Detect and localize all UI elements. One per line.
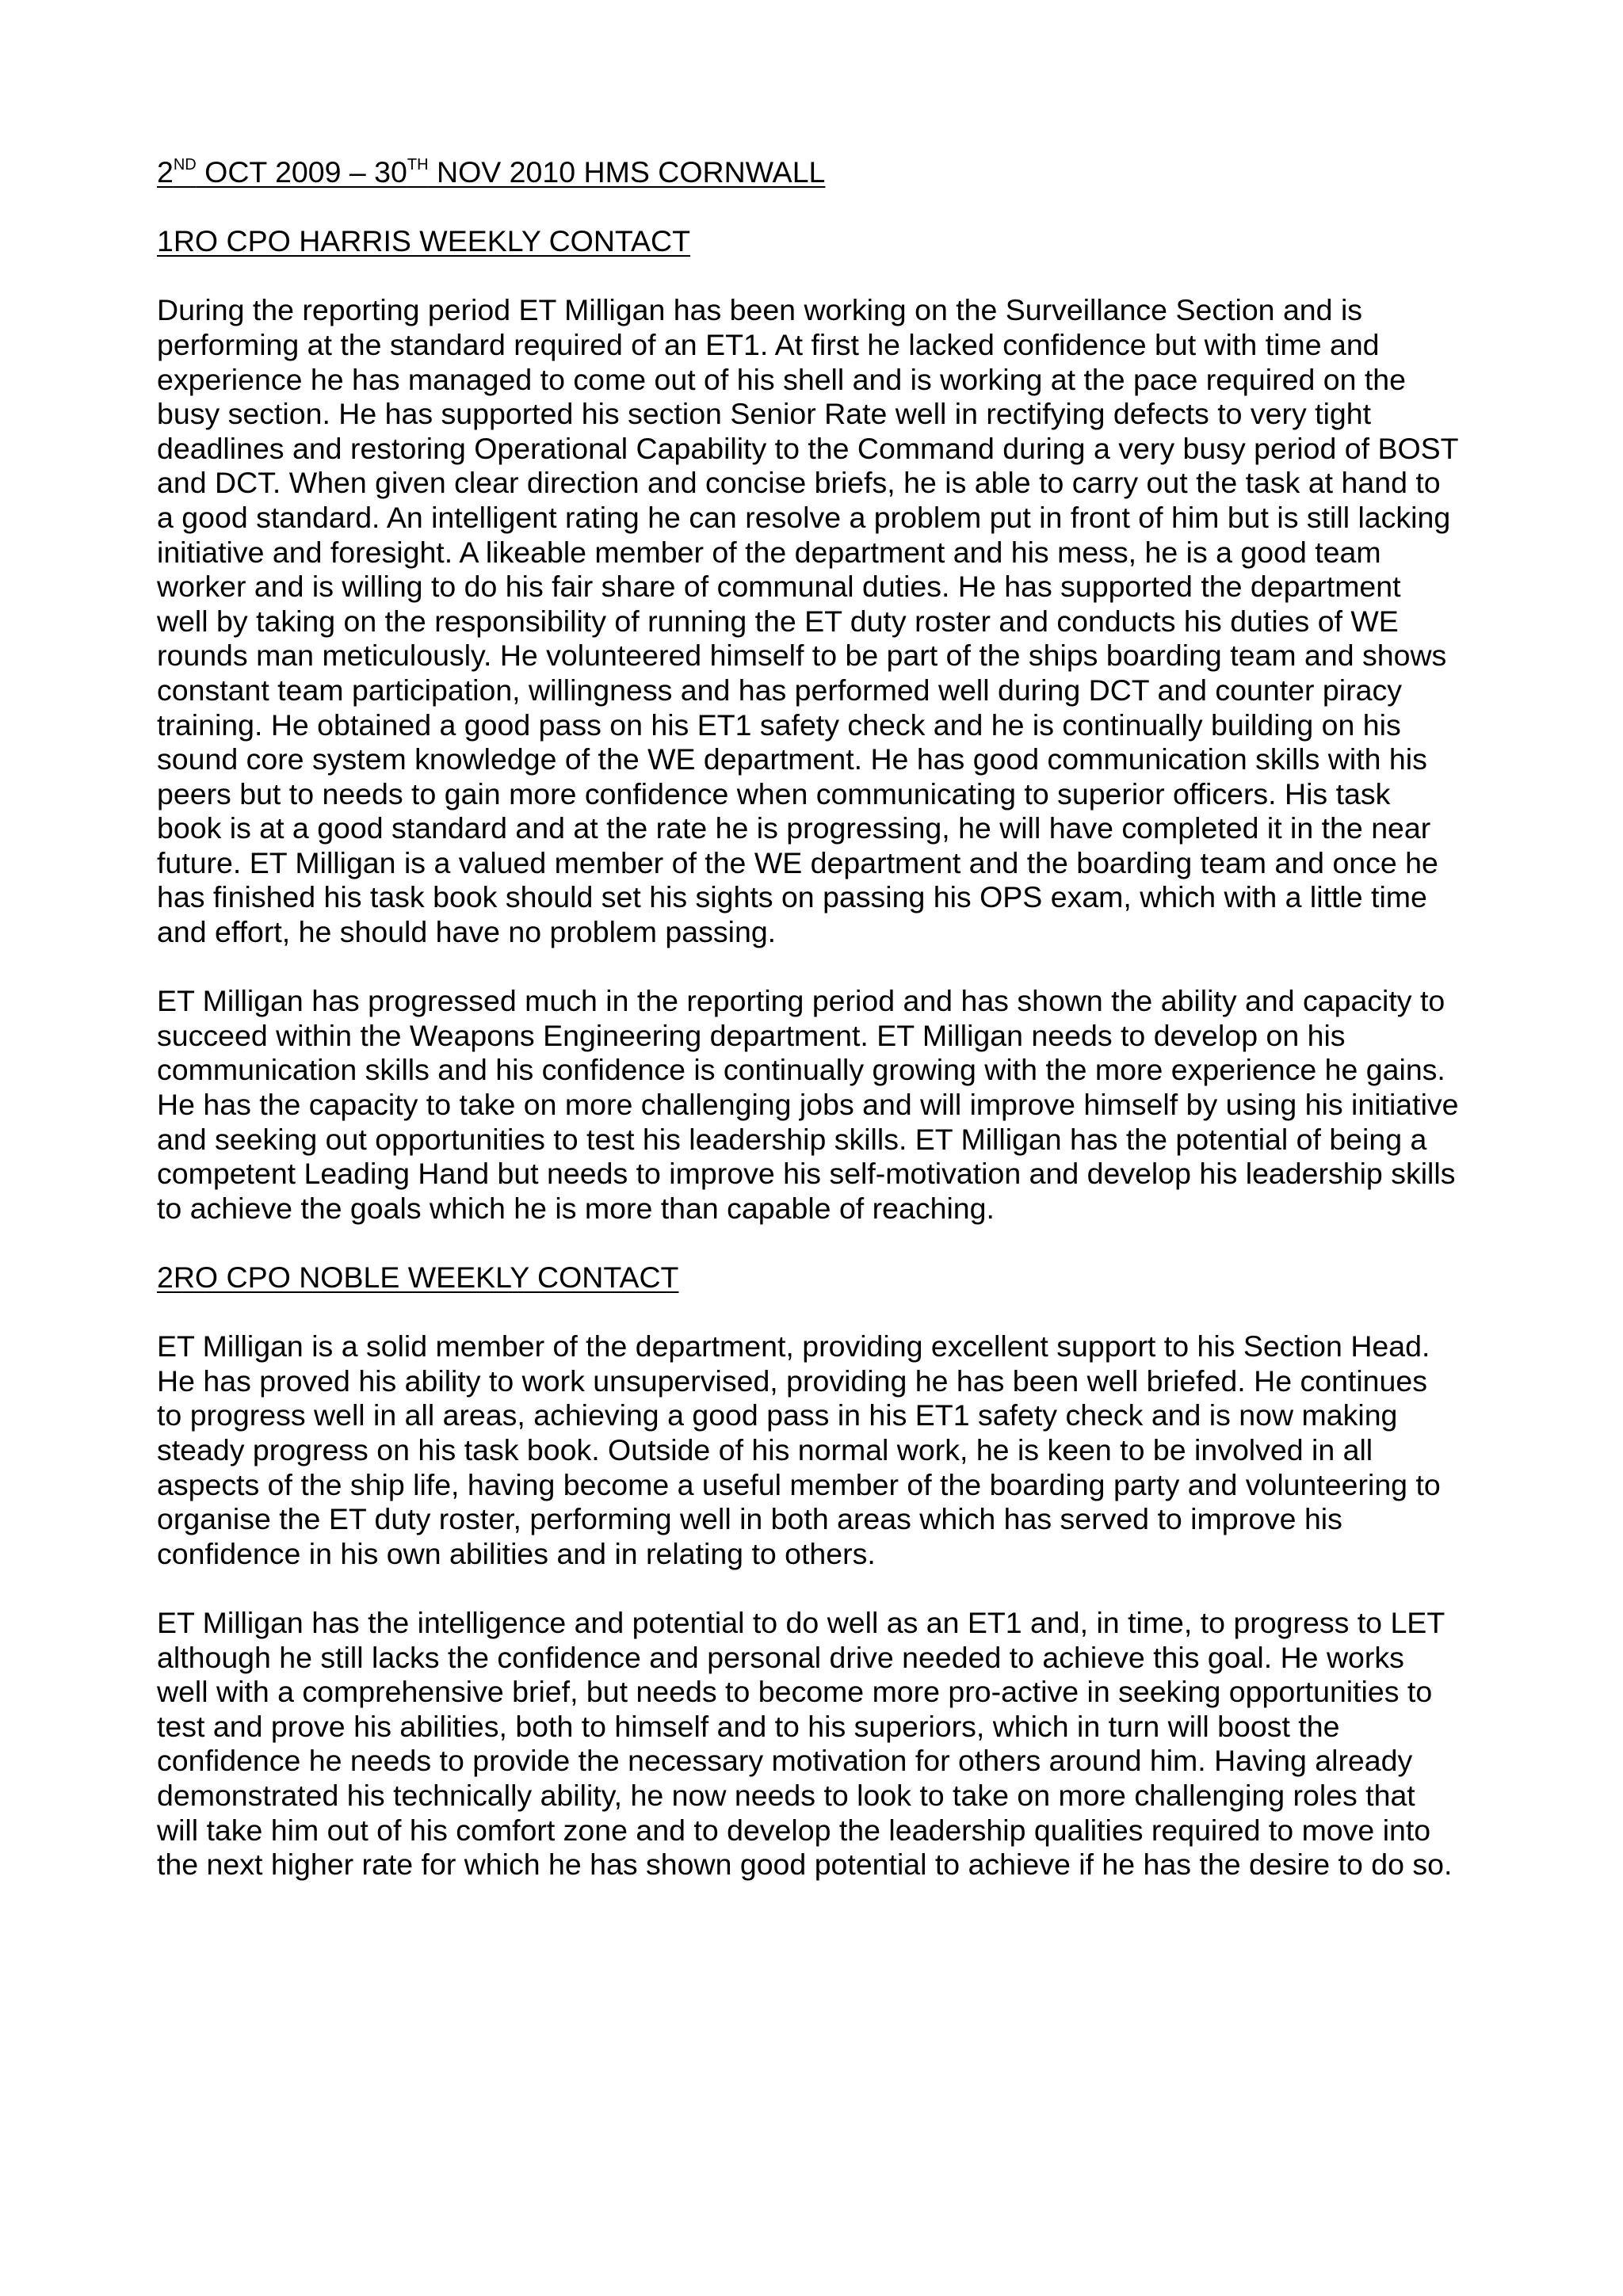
paragraph-line: demonstrated his technically ability, he now needs to look to take on more challenging roles that bbox=[157, 1778, 1415, 1812]
paragraph-line: ET Milligan is a solid member of the department, providing excellent support to his Section Head. bbox=[157, 1329, 1430, 1363]
spacer bbox=[157, 259, 1488, 294]
paragraph-line: confidence he needs to provide the necessary motivation for others around him. Having already bbox=[157, 1744, 1413, 1778]
paragraph-line: confidence in his own abilities and in relating to others. bbox=[157, 1536, 876, 1570]
document-date-heading bbox=[157, 155, 1488, 190]
paragraph-line: to achieve the goals which he is more than capable of reaching. bbox=[157, 1191, 995, 1225]
document-page bbox=[157, 155, 1488, 1882]
report-sections bbox=[157, 224, 1488, 1882]
paragraph-line: the next higher rate for which he has shown good potential to achieve if he has the desire to do so. bbox=[157, 1848, 1453, 1882]
section-heading: 2RO CPO NOBLE WEEKLY CONTACT bbox=[157, 1261, 679, 1294]
paragraph-line: to progress well in all areas, achieving a good pass in his ET1 safety check and is now making bbox=[157, 1398, 1398, 1432]
report-paragraph bbox=[157, 1329, 1488, 1571]
date-start-suffix: ND bbox=[173, 155, 197, 174]
date-end-suffix: TH bbox=[407, 155, 429, 174]
spacer bbox=[157, 1571, 1488, 1606]
paragraph-line: a good standard. An intelligent rating he can resolve a problem put in front of him but is still lacking bbox=[157, 500, 1451, 534]
paragraph-line: ET Milligan has the intelligence and potential to do well as an ET1 and, in time, to progress to LET bbox=[157, 1605, 1445, 1639]
paragraph-line: test and prove his abilities, both to himself and to his superiors, which in turn will boost the bbox=[157, 1709, 1340, 1743]
report-paragraph bbox=[157, 1606, 1488, 1882]
report-paragraph bbox=[157, 984, 1488, 1226]
paragraph-line: steady progress on his task book. Outside of his normal work, he is keen to be involved in all bbox=[157, 1432, 1373, 1466]
paragraph-line: rounds man meticulously. He volunteered himself to be part of the ships boarding team and shows bbox=[157, 639, 1447, 673]
paragraph-line: initiative and foresight. A likeable member of the department and his mess, he is a good team bbox=[157, 535, 1381, 569]
paragraph-line: performing at the standard required of an ET1. At first he lacked confidence but with time and bbox=[157, 327, 1380, 361]
paragraph-line: future. ET Milligan is a valued member of the WE department and the boarding team and once he bbox=[157, 845, 1438, 879]
paragraph-line: and DCT. When given clear direction and concise briefs, he is able to carry out the task at hand to bbox=[157, 466, 1441, 500]
paragraph-line: competent Leading Hand but needs to improve his self-motivation and develop his leadership skills bbox=[157, 1157, 1456, 1191]
paragraph-line: will take him out of his comfort zone and to develop the leadership qualities required to move into bbox=[157, 1813, 1431, 1847]
date-end-rest: NOV 2010 HMS CORNWALL bbox=[428, 155, 826, 189]
paragraph-line: training. He obtained a good pass on his ET1 safety check and he is continually building on his bbox=[157, 707, 1401, 742]
spacer bbox=[157, 950, 1488, 985]
date-middle: OCT 2009 – 30 bbox=[196, 155, 407, 189]
paragraph-line: has finished his task book should set his sights on passing his OPS exam, which with a little time bbox=[157, 880, 1427, 914]
paragraph-line: busy section. He has supported his section Senior Rate well in rectifying defects to very tight bbox=[157, 397, 1372, 431]
paragraph-line: During the reporting period ET Milligan has been working on the Surveillance Section and is bbox=[157, 293, 1363, 327]
paragraph-line: well with a comprehensive brief, but needs to become more pro-active in seeking opportunities to bbox=[157, 1675, 1433, 1709]
paragraph-line: and effort, he should have no problem passing. bbox=[157, 915, 777, 949]
paragraph-line: He has proved his ability to work unsupervised, providing he has been well briefed. He continues bbox=[157, 1363, 1427, 1398]
spacer bbox=[157, 190, 1488, 225]
paragraph-line: and seeking out opportunities to test his leadership skills. ET Milligan has the potential of being a bbox=[157, 1122, 1427, 1156]
paragraph-line: worker and is willing to do his fair share of communal duties. He has supported the department bbox=[157, 570, 1401, 604]
paragraph-line: organise the ET duty roster, performing well in both areas which has served to improve his bbox=[157, 1502, 1342, 1536]
spacer bbox=[157, 1295, 1488, 1330]
paragraph-line: aspects of the ship life, having become a useful member of the boarding party and volunteering to bbox=[157, 1467, 1441, 1501]
report-paragraph bbox=[157, 293, 1488, 949]
paragraph-line: well by taking on the responsibility of running the ET duty roster and conducts his duties of WE bbox=[157, 604, 1399, 638]
paragraph-line: sound core system knowledge of the WE department. He has good communication skills with his bbox=[157, 742, 1427, 776]
date-start-day: 2 bbox=[157, 155, 174, 189]
paragraph-line: succeed within the Weapons Engineering department. ET Milligan needs to develop on his bbox=[157, 1018, 1346, 1052]
paragraph-line: communication skills and his confidence is continually growing with the more experience he gains. bbox=[157, 1053, 1445, 1087]
paragraph-line: although he still lacks the confidence and personal drive needed to achieve this goal. He works bbox=[157, 1640, 1404, 1674]
spacer bbox=[157, 1226, 1488, 1261]
paragraph-line: experience he has managed to come out of his shell and is working at the pace required on the bbox=[157, 362, 1406, 396]
paragraph-line: ET Milligan has progressed much in the reporting period and has shown the ability and capacity to bbox=[157, 984, 1445, 1018]
paragraph-line: constant team participation, willingness and has performed well during DCT and counter piracy bbox=[157, 673, 1402, 707]
section-heading: 1RO CPO HARRIS WEEKLY CONTACT bbox=[157, 224, 691, 258]
paragraph-line: peers but to needs to gain more confidence when communicating to superior officers. His task bbox=[157, 776, 1391, 810]
paragraph-line: deadlines and restoring Operational Capability to the Command during a very busy period of BOST bbox=[157, 431, 1459, 465]
paragraph-line: He has the capacity to take on more challenging jobs and will improve himself by using his initiative bbox=[157, 1088, 1459, 1122]
paragraph-line: book is at a good standard and at the rate he is progressing, he will have completed it in the near bbox=[157, 811, 1431, 845]
